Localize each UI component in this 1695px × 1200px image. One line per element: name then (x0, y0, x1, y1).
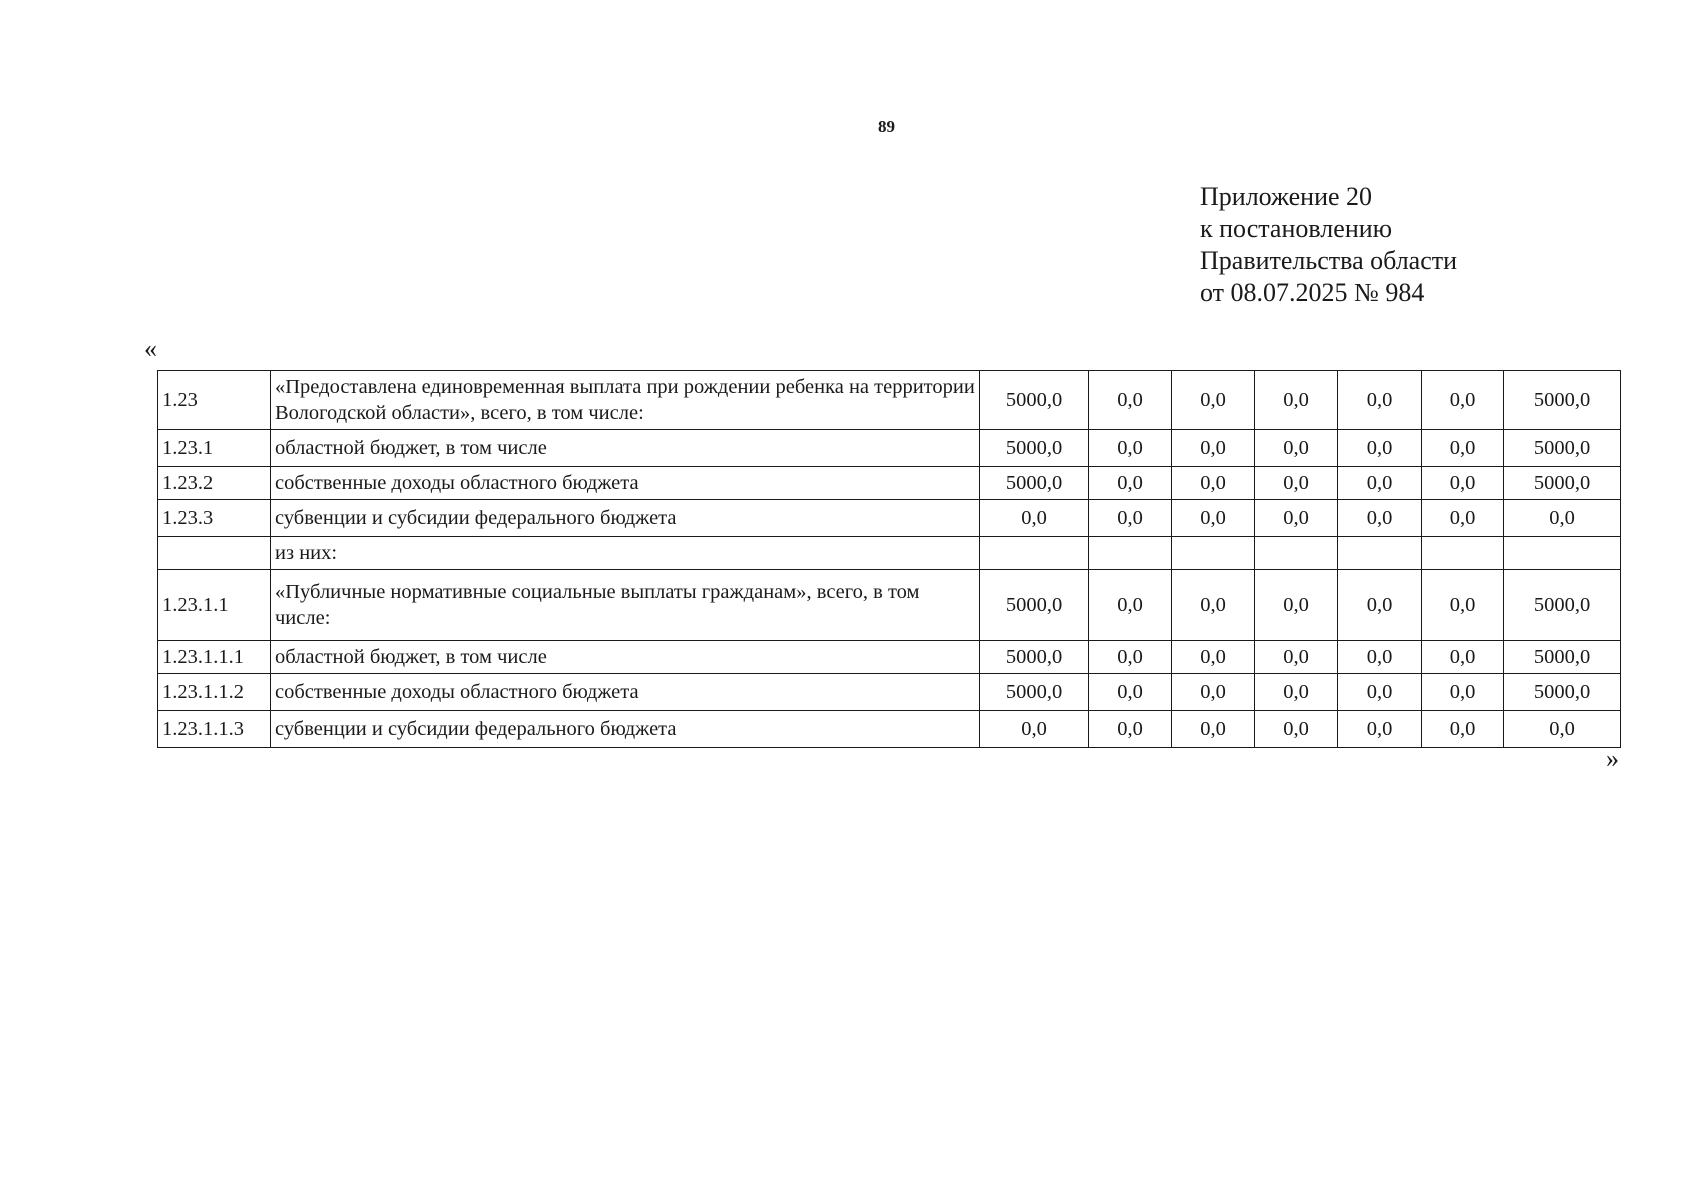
row-code: 1.23.2 (158, 467, 271, 500)
value-cell: 0,0 (1338, 674, 1422, 711)
value-cell: 0,0 (1422, 430, 1504, 467)
row-code (158, 537, 271, 570)
value-cell: 5000,0 (980, 674, 1089, 711)
row-name: «Предоставлена единовременная выплата при рождении ребенка на территории Вологодской области», всего, в том числе: (271, 371, 980, 430)
value-cell: 5000,0 (980, 641, 1089, 674)
appendix-reference: к постановлению (1200, 214, 1393, 243)
table-row (158, 641, 1621, 674)
value-cell: 0,0 (1089, 711, 1172, 748)
value-cell: 0,0 (1172, 467, 1255, 500)
value-cell: 0,0 (1255, 570, 1338, 641)
value-cell: 0,0 (1255, 371, 1338, 430)
value-cell (1089, 537, 1172, 570)
value-cell: 0,0 (1338, 500, 1422, 537)
row-code: 1.23.1.1 (158, 570, 271, 641)
value-cell: 0,0 (1255, 467, 1338, 500)
value-cell: 0,0 (1422, 641, 1504, 674)
row-code: 1.23.1 (158, 430, 271, 467)
value-cell: 0,0 (1504, 711, 1621, 748)
table-row (158, 500, 1621, 537)
value-cell: 0,0 (1338, 371, 1422, 430)
row-name: из них: (271, 537, 980, 570)
value-cell: 0,0 (1338, 467, 1422, 500)
value-cell: 0,0 (1255, 430, 1338, 467)
value-cell: 0,0 (1255, 500, 1338, 537)
value-cell: 0,0 (1255, 711, 1338, 748)
value-cell: 0,0 (1172, 711, 1255, 748)
row-code: 1.23.1.1.3 (158, 711, 271, 748)
table-row (158, 537, 1621, 570)
value-cell: 5000,0 (1504, 641, 1621, 674)
row-name: собственные доходы областного бюджета (271, 467, 980, 500)
row-name: субвенции и субсидии федерального бюджета (271, 500, 980, 537)
value-cell: 0,0 (1338, 570, 1422, 641)
value-cell: 0,0 (1422, 711, 1504, 748)
value-cell (1504, 537, 1621, 570)
row-name: «Публичные нормативные социальные выплаты гражданам», всего, в том числе: (271, 570, 980, 641)
value-cell: 0,0 (1089, 641, 1172, 674)
value-cell: 0,0 (1089, 500, 1172, 537)
value-cell: 0,0 (1089, 674, 1172, 711)
value-cell: 0,0 (1172, 641, 1255, 674)
table-row (158, 467, 1621, 500)
closing-quote: » (1606, 744, 1619, 773)
value-cell: 0,0 (1172, 371, 1255, 430)
value-cell: 0,0 (1172, 430, 1255, 467)
opening-quote: « (144, 334, 157, 363)
value-cell: 0,0 (1422, 371, 1504, 430)
value-cell: 0,0 (1422, 500, 1504, 537)
value-cell: 0,0 (1422, 674, 1504, 711)
value-cell: 0,0 (980, 711, 1089, 748)
value-cell: 0,0 (1338, 711, 1422, 748)
value-cell: 0,0 (980, 500, 1089, 537)
value-cell: 0,0 (1255, 674, 1338, 711)
value-cell (1255, 537, 1338, 570)
value-cell: 0,0 (1338, 641, 1422, 674)
row-name: областной бюджет, в том числе (271, 430, 980, 467)
value-cell: 0,0 (1172, 570, 1255, 641)
value-cell: 5000,0 (980, 467, 1089, 500)
row-name: собственные доходы областного бюджета (271, 674, 980, 711)
value-cell: 0,0 (1089, 371, 1172, 430)
row-code: 1.23 (158, 371, 271, 430)
appendix-date-number: от 08.07.2025 № 984 (1200, 278, 1425, 307)
value-cell: 5000,0 (980, 371, 1089, 430)
value-cell: 5000,0 (1504, 371, 1621, 430)
value-cell: 5000,0 (980, 570, 1089, 641)
value-cell: 5000,0 (1504, 430, 1621, 467)
value-cell (980, 537, 1089, 570)
value-cell: 0,0 (1089, 467, 1172, 500)
value-cell: 0,0 (1422, 570, 1504, 641)
value-cell: 0,0 (1422, 467, 1504, 500)
value-cell: 0,0 (1172, 674, 1255, 711)
row-name: областной бюджет, в том числе (271, 641, 980, 674)
value-cell: 0,0 (1172, 500, 1255, 537)
value-cell (1422, 537, 1504, 570)
value-cell (1172, 537, 1255, 570)
value-cell (1338, 537, 1422, 570)
table-row (158, 371, 1621, 430)
row-name: субвенции и субсидии федерального бюджета (271, 711, 980, 748)
value-cell: 0,0 (1338, 430, 1422, 467)
table-row (158, 711, 1621, 748)
value-cell: 5000,0 (980, 430, 1089, 467)
table-row (158, 570, 1621, 641)
page-number: 89 (878, 117, 895, 136)
value-cell: 5000,0 (1504, 570, 1621, 641)
row-code: 1.23.1.1.1 (158, 641, 271, 674)
appendix-header (1200, 181, 1457, 309)
value-cell: 5000,0 (1504, 674, 1621, 711)
value-cell: 0,0 (1089, 570, 1172, 641)
value-cell: 5000,0 (1504, 467, 1621, 500)
row-code: 1.23.1.1.2 (158, 674, 271, 711)
table-row (158, 674, 1621, 711)
value-cell: 0,0 (1089, 430, 1172, 467)
appendix-authority: Правительства области (1200, 246, 1458, 275)
value-cell: 0,0 (1255, 641, 1338, 674)
table-row (158, 430, 1621, 467)
row-code: 1.23.3 (158, 500, 271, 537)
value-cell: 0,0 (1504, 500, 1621, 537)
budget-table (157, 370, 1621, 748)
appendix-title: Приложение 20 (1200, 182, 1373, 211)
